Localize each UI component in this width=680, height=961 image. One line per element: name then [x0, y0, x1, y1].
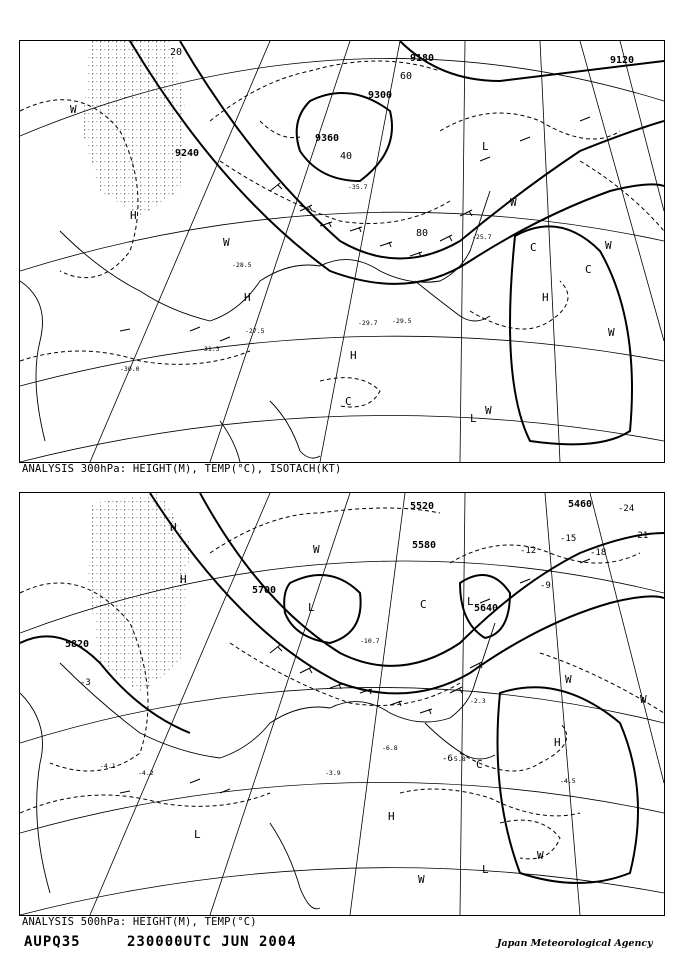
- center-h: H: [388, 810, 395, 823]
- temp-label: -4.2: [138, 769, 154, 777]
- wind-marker: W: [223, 236, 230, 249]
- center-l: L: [467, 595, 474, 608]
- height-label-9360: 9360: [315, 133, 340, 144]
- map-300hpa-canvas: [20, 41, 664, 462]
- agency-name: Japan Meteorological Agency: [497, 938, 653, 949]
- center-l: L: [194, 828, 201, 841]
- temp-label: -2.3: [470, 697, 486, 705]
- height-label-group: [175, 53, 634, 159]
- center-h: H: [350, 349, 357, 362]
- center-l: L: [482, 140, 489, 153]
- center-h: H: [170, 521, 177, 534]
- wind-marker: W: [605, 239, 612, 252]
- center-c: C: [420, 598, 427, 611]
- temp-label: -4.5: [560, 777, 576, 785]
- center-h: H: [244, 291, 251, 304]
- coastlines: [20, 623, 495, 909]
- wind-barbs: [120, 559, 590, 793]
- map-500hpa: [19, 492, 665, 916]
- height-label-9120: 9120: [610, 55, 635, 66]
- hatched-region: [82, 41, 185, 216]
- isotach-label-60: 60: [400, 71, 413, 82]
- temp-label: -27.5: [245, 327, 265, 335]
- temp-contour-label: -3: [80, 678, 91, 688]
- height-label-5700: 5700: [252, 585, 277, 596]
- temp-label: -5.8: [450, 755, 466, 763]
- wind-marker: W: [537, 849, 544, 862]
- map-300hpa: [19, 40, 665, 463]
- caption-500hpa: ANALYSIS 500hPa: HEIGHT(M), TEMP(°C): [22, 916, 257, 928]
- center-h: H: [542, 291, 549, 304]
- height-label-5520: 5520: [410, 501, 435, 512]
- temp-label: -30.0: [120, 365, 140, 373]
- wind-marker: W: [510, 196, 517, 209]
- temp-label: -3.9: [325, 769, 341, 777]
- center-c: C: [530, 241, 537, 254]
- chart-id: AUPQ35: [24, 934, 81, 950]
- wind-marker: W: [418, 873, 425, 886]
- height-label-5640: 5640: [474, 603, 499, 614]
- temp-contour-label: -12: [520, 546, 537, 556]
- center-l: L: [470, 412, 477, 425]
- wind-marker: W: [608, 326, 615, 339]
- height-label-5460: 5460: [568, 499, 593, 510]
- wind-marker: W: [640, 693, 647, 706]
- caption-300hpa: ANALYSIS 300hPa: HEIGHT(M), TEMP(°C), ISOTACH(KT): [22, 463, 342, 475]
- temp-contour-label: -21: [632, 531, 649, 541]
- map-500hpa-canvas: [20, 493, 664, 915]
- height-contours: [130, 41, 664, 444]
- temp-label: -29.5: [392, 317, 412, 325]
- isotach-label-20: 20: [170, 47, 183, 58]
- center-c: C: [345, 395, 352, 408]
- center-c: C: [585, 263, 592, 276]
- center-h: H: [130, 209, 137, 222]
- center-h: H: [554, 736, 561, 749]
- temp-label: -35.7: [348, 183, 368, 191]
- height-label-5820: 5820: [65, 639, 90, 650]
- temp-label: -10.7: [360, 637, 380, 645]
- wind-marker: W: [313, 543, 320, 556]
- temp-label: -31.3: [200, 345, 220, 353]
- height-label-5580: 5580: [412, 540, 437, 551]
- center-c: C: [476, 758, 483, 771]
- temp-contour-label: -15: [560, 534, 577, 544]
- temp-contour-label: -24: [618, 504, 635, 514]
- center-h: H: [180, 573, 187, 586]
- isotach-label-80: 80: [416, 228, 429, 239]
- wind-marker: W: [565, 673, 572, 686]
- isotach-label-40: 40: [340, 151, 353, 162]
- temp-label: -29.7: [358, 319, 378, 327]
- temp-contour-label: -9: [540, 581, 551, 591]
- center-l: L: [308, 601, 315, 614]
- height-label-9240: 9240: [175, 148, 200, 159]
- valid-time: 230000UTC JUN 2004: [127, 934, 297, 950]
- height-label-9300: 9300: [368, 90, 393, 101]
- temp-label: -4.1: [100, 762, 116, 770]
- wind-marker: W: [70, 103, 77, 116]
- temp-label: -6.8: [382, 744, 398, 752]
- temp-label: -25.7: [472, 233, 492, 241]
- temp-contour-label: -18: [590, 548, 607, 558]
- height-label-9180: 9180: [410, 53, 435, 64]
- wind-marker-group: [313, 543, 647, 886]
- wind-marker: W: [485, 404, 492, 417]
- center-l: L: [482, 863, 489, 876]
- temp-label: -28.5: [232, 261, 252, 269]
- temp-contour-label: -6: [442, 754, 453, 764]
